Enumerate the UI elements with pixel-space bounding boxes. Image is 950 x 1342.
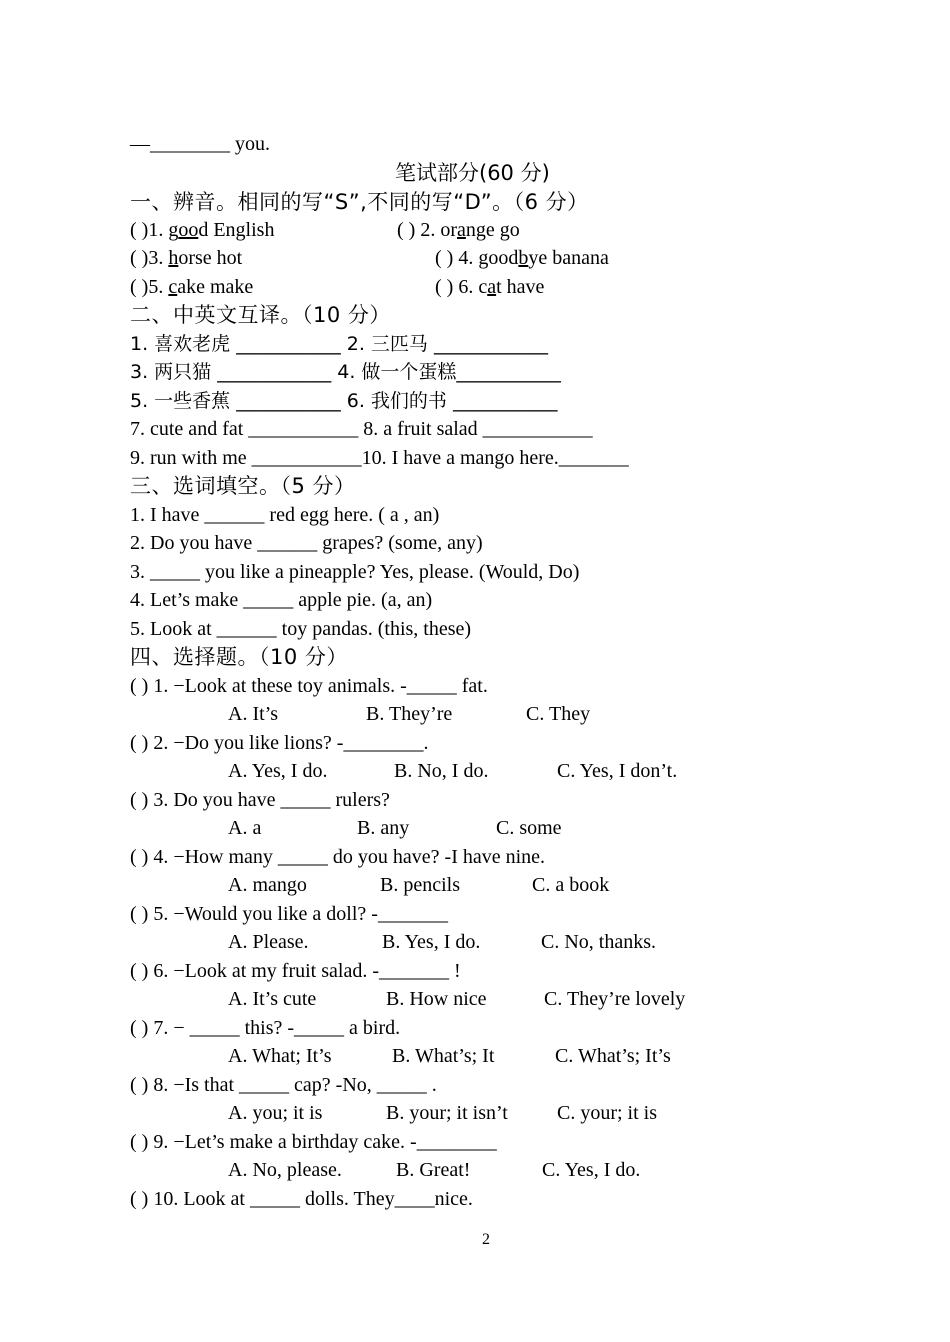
section1-heading: 一、辨音。相同的写“S”,不同的写“D”。（6 分） xyxy=(130,190,589,214)
sec4-q6-a: A. It’s cute xyxy=(228,988,317,1010)
sec4-q5-c: C. No, thanks. xyxy=(541,931,656,953)
sec4-q4-a: A. mango xyxy=(228,874,307,896)
sec4-q7-c: C. What’s; It’s xyxy=(555,1045,671,1067)
sec4-q4-c: C. a book xyxy=(532,874,610,896)
sec4-q2-c: C. Yes, I don’t. xyxy=(557,760,678,782)
page-number: 2 xyxy=(482,1231,490,1248)
sec4-q7-b: B. What’s; It xyxy=(392,1045,495,1067)
sec4-q5-b: B. Yes, I do. xyxy=(382,931,481,953)
sec1-item-6: ( ) 6. cat have xyxy=(435,276,545,298)
sec4-q2-b: B. No, I do. xyxy=(394,760,489,782)
sec4-q8-c: C. your; it is xyxy=(557,1102,658,1124)
sec4-q6-b: B. How nice xyxy=(386,988,487,1010)
written-title: 笔试部分(60 分) xyxy=(395,161,550,185)
sec3-item-1: 1. I have ______ red egg here. ( a , an) xyxy=(130,504,440,526)
sec1-item-4: ( ) 4. goodbye banana xyxy=(435,247,609,269)
sec4-q9-c: C. Yes, I do. xyxy=(542,1159,641,1181)
sec4-q8-b: B. your; it isn’t xyxy=(386,1102,508,1124)
sec3-item-4: 4. Let’s make _____ apple pie. (a, an) xyxy=(130,589,433,611)
sec4-q5-a: A. Please. xyxy=(228,931,309,953)
sec4-q9-a: A. No, please. xyxy=(228,1159,342,1181)
sec2-row-4: 7. cute and fat ___________ 8. a fruit salad ___________ xyxy=(130,418,593,440)
sec1-item-3: ( )3. horse hot xyxy=(130,247,243,269)
sec2-row-1: 1. 喜欢老虎 ___________ 2. 三匹马 ____________ xyxy=(130,333,548,355)
sec4-q1: ( ) 1. −Look at these toy animals. -_____ fat. xyxy=(130,675,488,697)
section3-heading: 三、选词填空。（5 分） xyxy=(130,474,356,498)
section4-heading: 四、选择题。（10 分） xyxy=(130,645,348,669)
sec4-q1-c: C. They xyxy=(526,703,591,725)
sec2-row-5: 9. run with me ___________10. I have a mango here._______ xyxy=(130,447,629,469)
sec4-q3-c: C. some xyxy=(496,817,562,839)
sec3-item-2: 2. Do you have ______ grapes? (some, any) xyxy=(130,532,483,554)
sec2-row-3: 5. 一些香蕉 ___________ 6. 我们的书 ___________ xyxy=(130,390,558,412)
sec4-q5: ( ) 5. −Would you like a doll? -_______ xyxy=(130,903,448,925)
sec4-q2: ( ) 2. −Do you like lions? -________. xyxy=(130,732,429,754)
sec4-q3-a: A. a xyxy=(228,817,262,839)
sec4-q8: ( ) 8. −Is that _____ cap? -No, _____ . xyxy=(130,1074,437,1096)
sec4-q4: ( ) 4. −How many _____ do you have? -I have nine. xyxy=(130,846,546,868)
sec1-item-1: ( )1. good English xyxy=(130,219,275,241)
sec4-q7-a: A. What; It’s xyxy=(228,1045,332,1067)
sec4-q7: ( ) 7. − _____ this? -_____ a bird. xyxy=(130,1017,401,1039)
sec4-q10: ( ) 10. Look at _____ dolls. They____nice. xyxy=(130,1188,473,1210)
sec4-q6-c: C. They’re lovely xyxy=(544,988,686,1010)
sec1-item-2: ( ) 2. orange go xyxy=(397,219,520,241)
section2-heading: 二、中英文互译。（10 分） xyxy=(130,303,391,327)
sec4-q2-a: A. Yes, I do. xyxy=(228,760,328,782)
sec4-q3-b: B. any xyxy=(357,817,410,839)
sec3-item-5: 5. Look at ______ toy pandas. (this, these) xyxy=(130,618,472,640)
sec4-q9: ( ) 9. −Let’s make a birthday cake. -________ xyxy=(130,1131,497,1153)
sec1-item-5: ( )5. cake make xyxy=(130,276,254,298)
sec4-q9-b: B. Great! xyxy=(396,1159,471,1181)
sec2-row-2: 3. 两只猫 ____________ 4. 做一个蛋糕___________ xyxy=(130,361,561,383)
sec4-q1-a: A. It’s xyxy=(228,703,278,725)
top-line: —________ you. xyxy=(130,133,270,155)
sec4-q3: ( ) 3. Do you have _____ rulers? xyxy=(130,789,390,811)
sec4-q8-a: A. you; it is xyxy=(228,1102,323,1124)
sec4-q4-b: B. pencils xyxy=(380,874,460,896)
sec4-q6: ( ) 6. −Look at my fruit salad. -_______ ! xyxy=(130,960,461,982)
sec4-q1-b: B. They’re xyxy=(366,703,453,725)
sec3-item-3: 3. _____ you like a pineapple? Yes, please. (Would, Do) xyxy=(130,561,580,583)
